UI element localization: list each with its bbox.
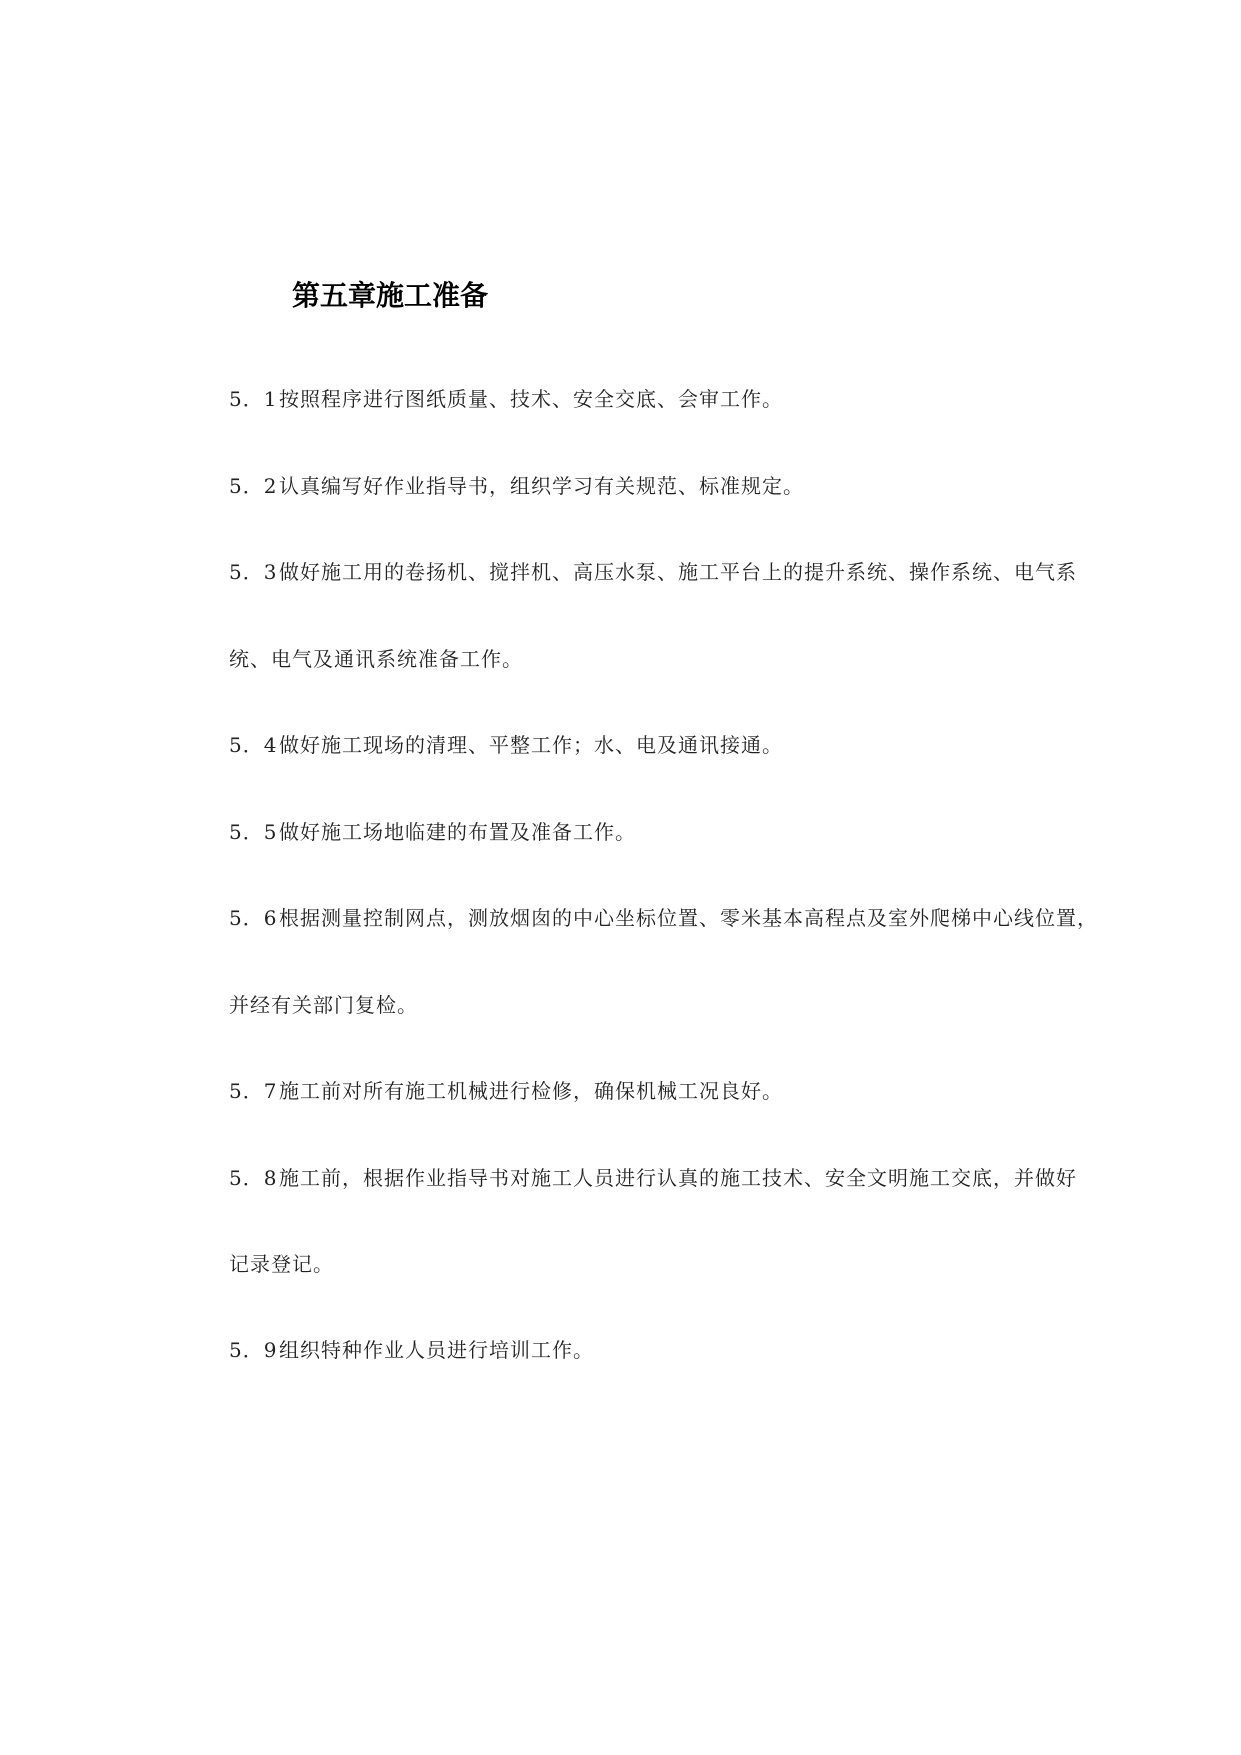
paragraph-continuation-line	[229, 989, 418, 1018]
clause-text: 施工前，根据作业指导书对施工人员进行认真的施工技术、安全文明施工交底，并做好	[279, 1166, 1077, 1190]
paragraph-line	[229, 902, 1098, 931]
clause-number: 5．7	[229, 1079, 278, 1103]
clause-text: 组织特种作业人员进行培训工作。	[279, 1338, 594, 1362]
paragraph-line	[229, 1075, 783, 1104]
paragraph-line	[229, 470, 804, 499]
clause-number: 5．4	[229, 733, 278, 757]
clause-number: 5．5	[229, 820, 278, 844]
clause-number: 5．6	[229, 906, 278, 930]
clause-text: 根据测量控制网点，测放烟囱的中心坐标位置、零米基本高程点及室外爬梯中心线位置，	[279, 906, 1098, 930]
clause-text: 认真编写好作业指导书，组织学习有关规范、标准规定。	[279, 474, 804, 498]
paragraph-line	[229, 383, 783, 412]
clause-number: 5．2	[229, 474, 278, 498]
paragraph-line	[229, 816, 636, 845]
clause-text: 按照程序进行图纸质量、技术、安全交底、会审工作。	[279, 387, 783, 411]
clause-text: 统、电气及通讯系统准备工作。	[229, 647, 523, 671]
clause-number: 5．1	[229, 387, 278, 411]
clause-number: 5．9	[229, 1338, 278, 1362]
paragraph-continuation-line	[229, 643, 523, 672]
clause-text: 做好施工用的卷扬机、搅拌机、高压水泵、施工平台上的提升系统、操作系统、电气系	[279, 560, 1077, 584]
clause-text: 并经有关部门复检。	[229, 993, 418, 1017]
clause-text: 记录登记。	[229, 1252, 334, 1276]
clause-number: 5．3	[229, 560, 278, 584]
paragraph-line	[229, 1334, 594, 1363]
paragraph-line	[229, 729, 783, 758]
clause-number: 5．8	[229, 1166, 278, 1190]
paragraph-line	[229, 1162, 1077, 1191]
chapter-title: 第五章施工准备	[292, 279, 489, 312]
clause-text: 做好施工场地临建的布置及准备工作。	[279, 820, 636, 844]
paragraph-continuation-line	[229, 1248, 334, 1277]
clause-text: 做好施工现场的清理、平整工作；水、电及通讯接通。	[279, 733, 783, 757]
clause-text: 施工前对所有施工机械进行检修，确保机械工况良好。	[279, 1079, 783, 1103]
paragraph-line	[229, 556, 1077, 585]
